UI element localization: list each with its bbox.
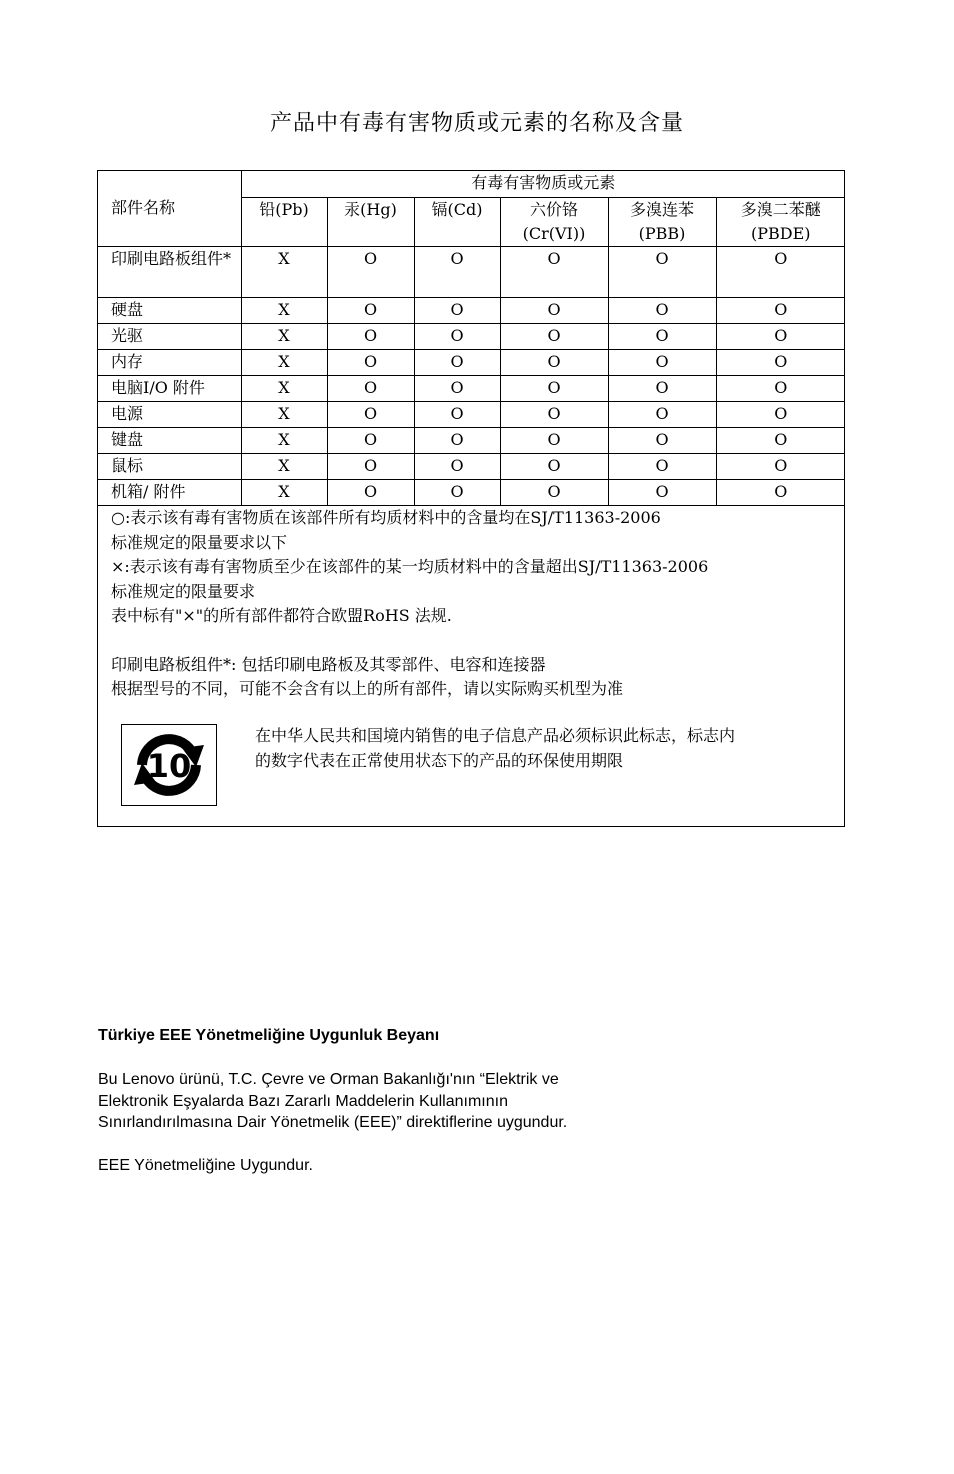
value-cell: O bbox=[500, 349, 608, 375]
value-cell: O bbox=[414, 349, 500, 375]
table-row bbox=[98, 349, 845, 375]
part-name: 机箱/ 附件 bbox=[98, 479, 241, 505]
table-row bbox=[98, 479, 845, 505]
substance-header: 多溴连苯 (PBB) bbox=[608, 197, 716, 246]
part-name: 光驱 bbox=[98, 323, 241, 349]
part-name: 硬盘 bbox=[98, 297, 241, 323]
note-line: 表中标有"×"的所有部件都符合欧盟RoHS 法规. bbox=[111, 606, 452, 625]
value-cell: O bbox=[608, 349, 716, 375]
part-name: 电源 bbox=[98, 401, 241, 427]
value-cell: O bbox=[500, 401, 608, 427]
value-cell: O bbox=[716, 297, 845, 323]
value-cell: O bbox=[716, 349, 845, 375]
part-name: 电脑I/O 附件 bbox=[98, 375, 241, 401]
note-line: 标准规定的限量要求 bbox=[111, 581, 256, 601]
value-cell: O bbox=[608, 479, 716, 505]
note-line: 印刷电路板组件*: 包括印刷电路板及其零部件、电容和连接器 bbox=[111, 654, 546, 674]
note-line: ○:表示该有毒有害物质在该部件所有均质材料中的含量均在SJ/T11363-2006 bbox=[111, 508, 661, 527]
part-name: 鼠标 bbox=[98, 453, 241, 479]
hazardous-substances-box bbox=[97, 170, 845, 827]
value-cell: O bbox=[327, 246, 414, 297]
value-cell: O bbox=[414, 375, 500, 401]
value-cell: O bbox=[608, 297, 716, 323]
value-cell: O bbox=[327, 401, 414, 427]
value-cell: O bbox=[327, 375, 414, 401]
value-cell: O bbox=[414, 453, 500, 479]
note-line: 标准规定的限量要求以下 bbox=[111, 532, 288, 552]
table-row bbox=[98, 375, 845, 401]
value-cell: X bbox=[241, 401, 327, 427]
part-name-header: 部件名称 bbox=[98, 171, 241, 246]
value-cell: O bbox=[608, 453, 716, 479]
substance-header: 多溴二苯醚 (PBDE) bbox=[716, 197, 845, 246]
value-cell: O bbox=[716, 375, 845, 401]
table-row bbox=[98, 323, 845, 349]
value-cell: X bbox=[241, 246, 327, 297]
value-cell: O bbox=[327, 453, 414, 479]
efup-number: 10 bbox=[146, 747, 192, 785]
note-line: ×:表示该有毒有害物质至少在该部件的某一均质材料中的含量超出SJ/T11363-2006 bbox=[111, 557, 709, 576]
substance-header: 汞(Hg) bbox=[327, 197, 414, 246]
value-cell: O bbox=[500, 375, 608, 401]
value-cell: O bbox=[716, 323, 845, 349]
part-name: 键盘 bbox=[98, 427, 241, 453]
value-cell: O bbox=[500, 479, 608, 505]
value-cell: O bbox=[500, 246, 608, 297]
value-cell: O bbox=[414, 297, 500, 323]
value-cell: O bbox=[327, 297, 414, 323]
value-cell: O bbox=[327, 349, 414, 375]
value-cell: O bbox=[716, 246, 845, 297]
table-row bbox=[98, 297, 845, 323]
value-cell: X bbox=[241, 479, 327, 505]
page-title: 产品中有毒有害物质或元素的名称及含量 bbox=[269, 111, 684, 136]
table-row bbox=[98, 427, 845, 453]
value-cell: X bbox=[241, 297, 327, 323]
value-cell: O bbox=[500, 453, 608, 479]
substance-group-header: 有毒有害物质或元素 bbox=[241, 171, 845, 197]
value-cell: O bbox=[608, 246, 716, 297]
value-cell: O bbox=[327, 323, 414, 349]
value-cell: O bbox=[608, 401, 716, 427]
value-cell: O bbox=[414, 246, 500, 297]
value-cell: O bbox=[414, 323, 500, 349]
substance-header: 镉(Cd) bbox=[414, 197, 500, 246]
efup-logo bbox=[121, 724, 217, 806]
turkey-eee-body: Bu Lenovo ürünü, T.C. Çevre ve Orman Bakanlığı'nın “Elektrik ve Elektronik Eşyalarda Bazı Zararlı Maddelerin Kullanımının Sınırlandırılmasına Dair Yönetmelik (EEE)” direktiflerine uygundur. bbox=[98, 1071, 568, 1131]
value-cell: O bbox=[608, 427, 716, 453]
table-notes bbox=[111, 506, 831, 702]
value-cell: O bbox=[414, 401, 500, 427]
value-cell: O bbox=[327, 427, 414, 453]
turkey-eee-title: Türkiye EEE Yönetmeliğine Uygunluk Beyanı bbox=[98, 1027, 440, 1044]
note-line: 根据型号的不同，可能不会含有以上的所有部件，请以实际购买机型为准 bbox=[111, 679, 624, 698]
value-cell: O bbox=[500, 297, 608, 323]
substance-header: 六价铬 (Cr(VI)) bbox=[500, 197, 608, 246]
table-row bbox=[98, 246, 845, 297]
value-cell: O bbox=[716, 479, 845, 505]
part-name: 印刷电路板组件* bbox=[98, 246, 241, 297]
value-cell: O bbox=[327, 479, 414, 505]
turkey-eee-footer: EEE Yönetmeliğine Uygundur. bbox=[98, 1157, 313, 1174]
value-cell: O bbox=[716, 453, 845, 479]
recycle-period-icon bbox=[122, 725, 216, 805]
substance-header: 铅(Pb) bbox=[241, 197, 327, 246]
value-cell: O bbox=[716, 427, 845, 453]
value-cell: O bbox=[608, 375, 716, 401]
hazardous-substances-table bbox=[98, 171, 845, 506]
value-cell: O bbox=[414, 479, 500, 505]
value-cell: X bbox=[241, 323, 327, 349]
value-cell: O bbox=[500, 427, 608, 453]
value-cell: O bbox=[608, 323, 716, 349]
logo-description: 在中华人民共和国境内销售的电子信息产品必须标识此标志，标志内 的数字代表在正常使用状态下的产品的环保使用期限 bbox=[255, 726, 736, 770]
part-name: 内存 bbox=[98, 349, 241, 375]
value-cell: O bbox=[500, 323, 608, 349]
value-cell: X bbox=[241, 349, 327, 375]
value-cell: X bbox=[241, 453, 327, 479]
value-cell: O bbox=[716, 401, 845, 427]
value-cell: X bbox=[241, 375, 327, 401]
value-cell: X bbox=[241, 427, 327, 453]
table-row bbox=[98, 401, 845, 427]
value-cell: O bbox=[414, 427, 500, 453]
table-row bbox=[98, 453, 845, 479]
